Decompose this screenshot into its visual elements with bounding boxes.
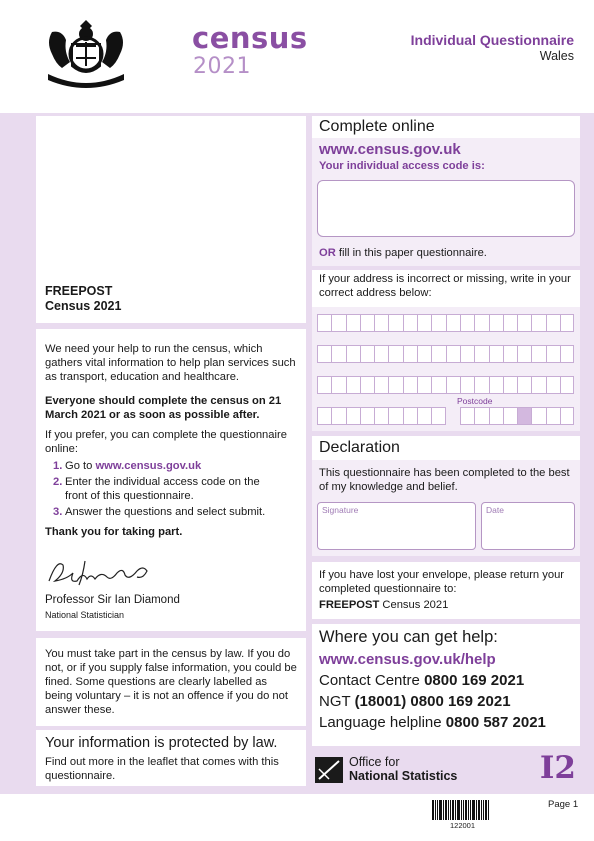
ngt-number: (18001) 0800 169 2021: [354, 693, 511, 710]
input-cell[interactable]: [403, 314, 417, 332]
input-cell[interactable]: [331, 314, 345, 332]
signature-image: [45, 555, 165, 591]
barcode-bar: [481, 800, 482, 820]
form-code: I2: [539, 750, 576, 786]
barcode-bar: [478, 800, 480, 820]
input-cell[interactable]: [388, 314, 402, 332]
help-url-link[interactable]: www.census.gov.uk/help: [319, 651, 496, 668]
input-cell[interactable]: [531, 407, 545, 425]
input-cell[interactable]: [546, 345, 560, 363]
protection-title: Your information is protected by law.: [45, 735, 278, 751]
questionnaire-title: Individual Questionnaire: [410, 32, 574, 48]
address-line-3-field[interactable]: [317, 376, 574, 394]
input-cell[interactable]: [560, 376, 574, 394]
barcode-bar: [483, 800, 484, 820]
input-cell[interactable]: [374, 314, 388, 332]
input-cell[interactable]: [560, 314, 574, 332]
intro-text: We need your help to run the census, which gathers vital information to help plan services such as transport, education and healthcare.: [45, 343, 296, 383]
signature-field[interactable]: [317, 502, 476, 550]
barcode-bar: [437, 800, 438, 820]
input-cell[interactable]: [503, 376, 517, 394]
input-cell[interactable]: [431, 345, 445, 363]
input-cell[interactable]: [388, 345, 402, 363]
input-cell[interactable]: [374, 376, 388, 394]
input-cell[interactable]: [403, 407, 417, 425]
input-cell[interactable]: [346, 314, 360, 332]
input-cell[interactable]: [417, 345, 431, 363]
input-cell[interactable]: [317, 345, 331, 363]
barcode-bar: [452, 800, 454, 820]
online-title: Complete online: [319, 118, 435, 135]
barcode-bar: [457, 800, 460, 820]
input-cell[interactable]: [474, 376, 488, 394]
input-cell[interactable]: [360, 376, 374, 394]
input-cell[interactable]: [431, 314, 445, 332]
freepost-label: FREEPOST: [45, 284, 113, 298]
input-cell[interactable]: [360, 314, 374, 332]
input-cell[interactable]: [460, 376, 474, 394]
date-label: Date: [486, 505, 504, 515]
or-paper-text: OR fill in this paper questionnaire.: [319, 247, 487, 259]
protection-text: Find out more in the leaflet that comes with this questionnaire.: [45, 756, 279, 782]
input-cell[interactable]: [560, 407, 574, 425]
input-cell[interactable]: [489, 314, 503, 332]
input-cell[interactable]: [503, 407, 517, 425]
page-number: Page 1: [548, 799, 579, 810]
barcode-bar: [443, 800, 444, 820]
barcode-bar: [435, 800, 436, 820]
input-cell[interactable]: [388, 407, 402, 425]
input-cell[interactable]: [460, 407, 474, 425]
barcode-image: [432, 800, 498, 820]
barcode-bar: [472, 800, 475, 820]
date-field[interactable]: [481, 502, 575, 550]
access-code-box: [317, 180, 575, 237]
return-address: FREEPOST Census 2021: [319, 599, 449, 611]
input-cell[interactable]: [560, 345, 574, 363]
declaration-panel: [312, 436, 580, 556]
freepost-address: Census 2021: [45, 299, 122, 313]
barcode-bar: [448, 800, 449, 820]
barcode-bar: [488, 800, 489, 820]
input-cell[interactable]: [360, 345, 374, 363]
contact-centre-number: 0800 169 2021: [424, 672, 525, 689]
barcode-bar: [470, 800, 471, 820]
address-line-1-field[interactable]: [317, 314, 574, 332]
input-cell[interactable]: [417, 407, 431, 425]
address-prompt-text: If your address is incorrect or missing, write in your correct address below:: [319, 273, 571, 299]
instructions-panel: [36, 329, 306, 631]
input-cell[interactable]: [431, 407, 445, 425]
input-cell[interactable]: [546, 407, 560, 425]
ons-branding-area: [312, 750, 580, 790]
complete-online-panel: [312, 116, 580, 266]
postcode-field[interactable]: [460, 407, 574, 425]
page-footer: [0, 794, 594, 841]
list-item: 1. Go to www.census.gov.uk: [53, 460, 202, 472]
questionnaire-region: Wales: [539, 49, 574, 63]
input-cell[interactable]: [460, 345, 474, 363]
royal-coat-of-arms-logo: [38, 14, 134, 94]
input-cell[interactable]: [317, 314, 331, 332]
input-cell[interactable]: [531, 314, 545, 332]
input-cell[interactable]: [446, 314, 460, 332]
legal-notice-text: You must take part in the census by law. If you do not, or if you supply false information, you could be fined. Some questions are clearly labelled as being voluntary – it is not an offence if you do not answer these.: [45, 648, 297, 716]
input-cell[interactable]: [517, 376, 531, 394]
signature-label: Signature: [322, 505, 359, 515]
input-cell[interactable]: [417, 314, 431, 332]
online-prefer-text: If you prefer, you can complete the questionnaire online:: [45, 429, 287, 455]
barcode-bar: [468, 800, 469, 820]
input-cell[interactable]: [317, 407, 331, 425]
page-header: [0, 0, 594, 113]
steps-list: [45, 459, 297, 519]
input-cell[interactable]: [346, 376, 360, 394]
input-cell[interactable]: [517, 314, 531, 332]
barcode-bar: [439, 800, 442, 820]
input-cell[interactable]: [474, 345, 488, 363]
input-cell[interactable]: [460, 314, 474, 332]
ngt-line: NGT (18001) 0800 169 2021: [319, 693, 511, 710]
input-cell[interactable]: [503, 314, 517, 332]
contact-centre-line: Contact Centre 0800 169 2021: [319, 672, 525, 689]
input-cell[interactable]: [374, 345, 388, 363]
input-cell[interactable]: [517, 407, 531, 425]
freepost-address-panel: [36, 116, 306, 323]
input-cell[interactable]: [374, 407, 388, 425]
signatory-name: Professor Sir Ian Diamond: [45, 594, 180, 606]
barcode-bar: [463, 800, 464, 820]
census-website-link[interactable]: www.census.gov.uk: [95, 460, 202, 472]
input-cell[interactable]: [346, 407, 360, 425]
input-cell[interactable]: [360, 407, 374, 425]
return-address-panel: [312, 562, 580, 619]
input-cell[interactable]: [331, 407, 345, 425]
census-logo-word: census: [192, 21, 308, 55]
input-cell[interactable]: [388, 376, 402, 394]
list-item: 3. Answer the questions and select submit.: [53, 506, 266, 518]
input-cell[interactable]: [489, 376, 503, 394]
input-cell[interactable]: [474, 314, 488, 332]
address-line-4-field[interactable]: [317, 407, 446, 425]
barcode-bar: [432, 800, 434, 820]
barcode-bar: [450, 800, 451, 820]
input-cell[interactable]: [417, 376, 431, 394]
input-cell[interactable]: [446, 376, 460, 394]
input-cell[interactable]: [531, 345, 545, 363]
legal-notice-panel: [36, 638, 306, 726]
input-cell[interactable]: [446, 345, 460, 363]
input-cell[interactable]: [403, 345, 417, 363]
barcode-number: 122001: [450, 821, 476, 830]
input-cell[interactable]: [403, 376, 417, 394]
input-cell[interactable]: [317, 376, 331, 394]
barcode-bar: [465, 800, 467, 820]
input-cell[interactable]: [431, 376, 445, 394]
lost-envelope-text: If you have lost your envelope, please return your completed questionnaire to:: [319, 569, 565, 595]
input-cell[interactable]: [546, 376, 560, 394]
declaration-title-bar: [312, 436, 580, 460]
input-cell[interactable]: [546, 314, 560, 332]
address-prompt-bar: [312, 270, 580, 307]
barcode-bar: [461, 800, 462, 820]
input-cell[interactable]: [489, 407, 503, 425]
help-title: Where you can get help:: [319, 628, 498, 646]
barcode-bar: [476, 800, 477, 820]
ons-name: Office for National Statistics: [349, 755, 458, 783]
online-url-link[interactable]: www.census.gov.uk: [319, 141, 461, 158]
postcode-label: Postcode: [457, 396, 493, 406]
access-code-label: Your individual access code is:: [319, 160, 485, 172]
signatory-role: National Statistician: [45, 610, 125, 620]
input-cell[interactable]: [503, 345, 517, 363]
input-cell[interactable]: [346, 345, 360, 363]
input-cell[interactable]: [331, 345, 345, 363]
barcode-bar: [485, 800, 487, 820]
input-cell[interactable]: [331, 376, 345, 394]
list-item: 2. Enter the individual access code on the front of this questionnaire.: [53, 476, 260, 502]
input-cell[interactable]: [474, 407, 488, 425]
language-helpline-number: 0800 587 2021: [445, 714, 546, 731]
address-line-2-field[interactable]: [317, 345, 574, 363]
declaration-text: This questionnaire has been completed to the best of my knowledge and belief.: [319, 467, 570, 493]
help-panel: [312, 624, 580, 746]
thanks-text: Thank you for taking part.: [45, 526, 183, 538]
language-helpline-line: Language helpline 0800 587 2021: [319, 714, 546, 731]
barcode-bar: [445, 800, 447, 820]
input-cell[interactable]: [489, 345, 503, 363]
barcode-bar: [455, 800, 456, 820]
data-protection-panel: [36, 730, 306, 786]
ons-logo-icon: [315, 757, 343, 783]
declaration-title: Declaration: [319, 439, 400, 456]
input-cell[interactable]: [531, 376, 545, 394]
census-logo-year: 2021: [193, 54, 251, 79]
online-title-bar: [312, 116, 580, 138]
input-cell[interactable]: [517, 345, 531, 363]
deadline-text: Everyone should complete the census on 21 March 2021 or as soon as possible after.: [45, 395, 282, 421]
